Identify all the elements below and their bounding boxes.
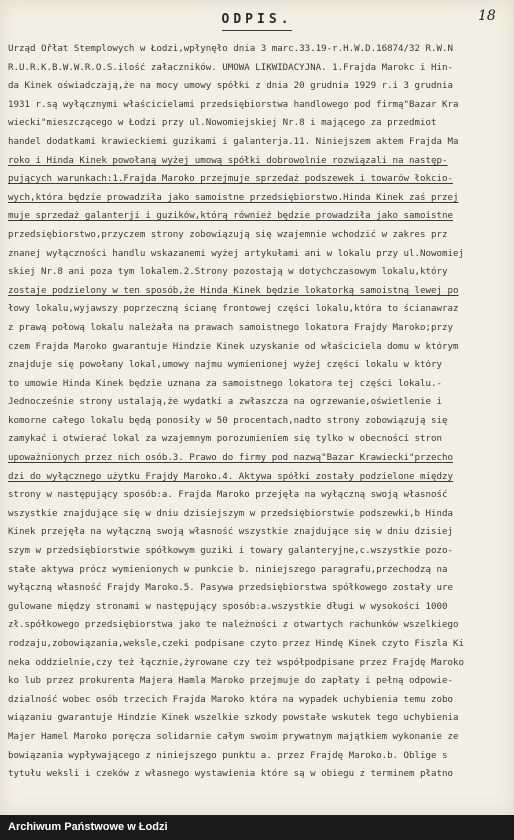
page-number: 18 [478, 8, 496, 24]
text-line: dzialność wobec osób trzecich Frajda Maroko która na wypadek uchybienia temu zobo [8, 694, 453, 705]
text-line: zł.spółkowego przedsiębiorstwa jako te należności z otwartych rachunków wszelkiego [8, 620, 459, 631]
text-line: zamykać i otwierać lokal za wzajemnym porozumieniem się tylko w obecności stron [8, 434, 443, 445]
text-line: da Kinek oświadczają,że na mocy umowy spółki z dnia 20 grudnia 1929 r.i 3 grudnia [8, 81, 453, 92]
text-line: bowiązania wypływającego z niniejszego punktu a. przez Frajdę Maroko.b. Oblige s [8, 750, 448, 761]
text-line: znajduje się powołany lokal,umowy najmu wymienionej wyżej części lokalu w który [8, 360, 443, 371]
text-line: muje sprzedaż galanterji i guzików,którą również będzie prowadziła jako samoistne [8, 211, 453, 222]
text-line: Majer Hamel Maroko poręcza solidarnie całym swoim prywatnym majątkiem wykonanie ze [8, 731, 459, 742]
text-line: wych,która będzie prowadziła jako samoistne przedsiębiorstwo.Hinda Kinek zaś przej [8, 192, 459, 203]
text-line: przedsiębiorstwo,przyczem strony zobowiązują się wzajemnie wchodzić w zakres prz [8, 229, 448, 240]
text-line: czem Frajda Maroko gwarantuje Hindzie Kinek uzyskanie od właściciela domu w którym [8, 341, 459, 352]
text-line: wiązaniu gwarantuje Hindzie Kinek wszelkie szkody powstałe wskutek tego uchybienia [8, 713, 459, 724]
text-line: Urząd Ořłat Stemplowych w Łodzi,wpłynęło dnia 3 marc.33.19-r.H.W.D.16874/32 R.W.N [8, 44, 453, 54]
text-line: 1931 r.są wyłącznymi właścicielami przedsiębiorstwa handlowego pod firmą"Bazar Kra [8, 99, 459, 110]
title-underline [222, 30, 292, 31]
text-line: upoważnionych przez nich osób.3. Prawo do firmy pod nazwą"Bazar Krawiecki"przecho [8, 453, 453, 464]
text-line: wyłączną własność Frajdy Maroko.5. Pasywa przedsiębiorstwa spółkowego zostały ure [8, 583, 453, 594]
text-line: szym w przedsiębiorstwie spółkowym guziki i towary galanteryjne,c.wszystkie pozo- [8, 546, 453, 557]
text-line: komorne całego lokalu będą ponosiły w 50 procentach,nadto strony zobowiązują się [8, 415, 448, 426]
text-line: strony w następujący sposób:a. Frajda Maroko przejęła na wyłączną swoją własność [8, 490, 448, 501]
text-line: wszystkie znajdujące się w dniu dzisiejszym w przedsiębiorstwie podszewki,b Hinda [8, 508, 453, 519]
text-line: stałe aktywa prócz wymienionych w punkcie b. niniejszego paragrafu,przechodzą na [8, 564, 448, 575]
text-line: z prawą połową lokalu należała na prawach samoistnego lokatora Frajdy Maroko;przy [8, 322, 453, 333]
text-line: Kinek przejęła na wyłączną swoją własność wszystkie znajdujące się w dniu dzisiej [8, 527, 453, 538]
text-line: handel dodatkami krawieckiemi guzikami i galanterja.11. Niniejszem aktem Frajda Ma [8, 136, 459, 147]
text-line: ko lub przez prokurenta Majera Hamla Maroko przejmuje do zapłaty i pełną odpowie- [8, 676, 453, 687]
document-title: ODPIS. [221, 12, 293, 27]
text-line: pujących warunkach:1.Frajda Maroko przejmuje sprzedaż podszewek i towarów łokcio- [8, 174, 453, 185]
text-line: roko i Hinda Kinek powołaną wyżej umową spółki dobrowolnie rozwiązali na następ- [8, 155, 448, 166]
text-line: R.U.R.K.B.W.W.R.O.S.ilość załaczników. UMOWA LIKWIDACYJNA. 1.Frajda Marokc i Hin- [8, 62, 453, 73]
text-line: łowy lokalu,wyjawszy poprzeczną ścianę frontowej części lokalu,która to ścianawraz [8, 304, 459, 315]
text-line: zostaje podzielony w ten sposób,że Hinda Kinek będzie lokatorką samoistną lewej po [8, 285, 459, 296]
text-line: Jednocześnie strony ustalają,że wydatki a zwłaszcza na ogrzewanie,oświetlenie i [8, 397, 443, 408]
text-line: znanej wyłączności handlu wskazanemi wyżej artykułami ani w lokalu przy ul.Nowomiej [8, 248, 464, 259]
text-line: neka oddzielnie,czy też łącznie,żyrowane czy też współpodpisane przez Frajdę Maroko [8, 657, 464, 668]
text-line: rodzaju,zobowiązania,weksle,czeki podpisane czyto przez Hindę Kinek czyto Fiszla Ki [8, 639, 464, 649]
text-line: gulowane między stronami w następujący sposób:a.wszystkie długi w wysokości 1000 [8, 601, 448, 612]
archive-label: Archiwum Państwowe w Łodzi [8, 821, 168, 833]
text-line: to umowie Hinda Kinek będzie uznana za samoistnego lokatora tej części lokalu.- [8, 378, 443, 389]
text-line: dzi do wyłącznego użytku Frajdy Maroko.4. Aktywa spółki zostały podzielone między [8, 471, 453, 482]
text-line: wiecki"mieszczącego w Łodzi przy ul.Nowomiejskiej Nr.8 i mającego za przedmiot [8, 118, 437, 129]
document-body [8, 40, 508, 784]
archive-footer [0, 815, 514, 840]
text-line: skiej Nr.8 ani poza tym lokalem.2.Strony pozostają w dotychczasowym lokalu,który [8, 267, 448, 278]
text-line: tytułu weksli i czeków z własnego wystawienia które są w obiegu z terminem płatno [8, 769, 453, 780]
